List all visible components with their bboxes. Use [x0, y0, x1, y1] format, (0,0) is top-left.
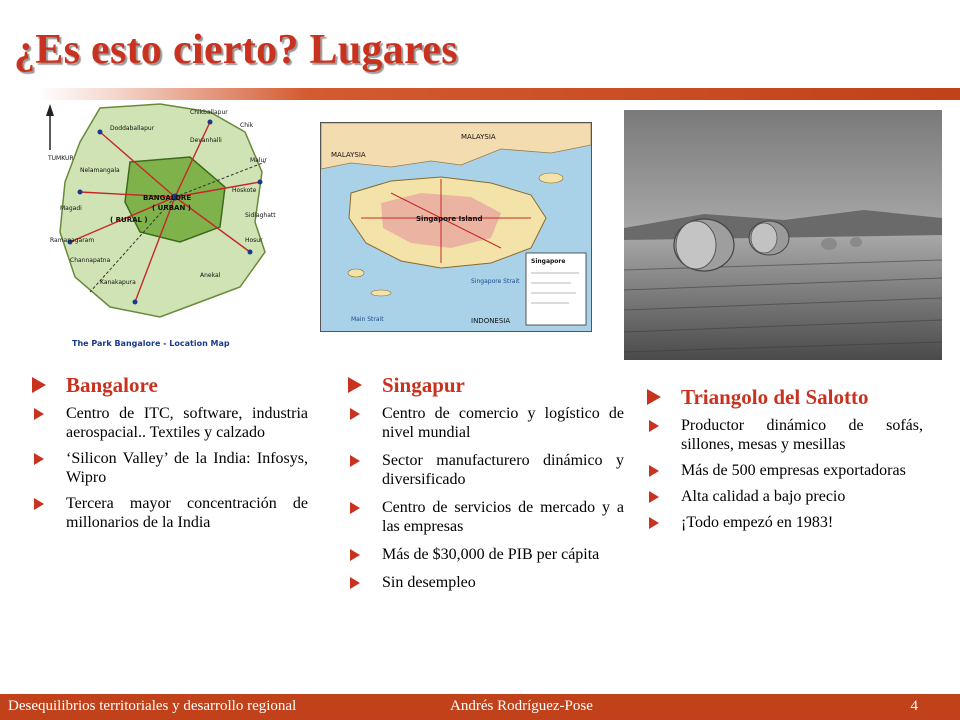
- bullet-arrow-icon: [649, 517, 659, 529]
- heading-text: Triangolo del Salotto: [681, 385, 869, 409]
- list-item: [645, 487, 923, 506]
- label-malaysia-left: MALAYSIA: [331, 151, 366, 159]
- bullet-arrow-icon: [350, 502, 360, 514]
- list-item: [645, 461, 923, 480]
- map-label-anekal: Anekal: [200, 272, 221, 279]
- inset-title: Singapore: [531, 258, 566, 265]
- list-item: [30, 404, 308, 442]
- bullet-arrow-icon: [649, 491, 659, 503]
- list-item-text: Sector manufacturero dinámico y diversificado: [382, 452, 624, 488]
- label-malaysia-top: MALAYSIA: [461, 133, 496, 141]
- heading-text: Bangalore: [66, 373, 158, 397]
- map-label-tumkur: TUMKUR: [48, 155, 74, 162]
- list-item: [30, 449, 308, 487]
- slide-footer: [0, 694, 960, 720]
- list-item-text: Más de 500 empresas exportadoras: [681, 462, 906, 479]
- bullet-arrow-icon: [34, 408, 44, 420]
- map-label-kanakapura: Kanakapura: [100, 279, 136, 286]
- bullet-arrow-icon: [350, 549, 360, 561]
- slide-title: ¿Es esto cierto? Lugares: [14, 27, 458, 73]
- list-item-text: ‘Silicon Valley’ de la India: Infosys, Wipro: [66, 450, 308, 486]
- map-label-devanhalli: Devanhalli: [190, 137, 222, 144]
- map-label-bangalore: BANGALORE: [143, 194, 192, 202]
- heading-triangolo: [645, 384, 923, 410]
- list-item: [346, 404, 624, 442]
- map-label-chik: Chikballapur: [190, 109, 228, 116]
- list-item: [346, 451, 624, 489]
- list-item: [645, 416, 923, 454]
- list-item: [645, 513, 923, 532]
- map-label-urban: ( URBAN ): [152, 204, 191, 212]
- map-label-hosur: Hosur: [245, 237, 263, 244]
- label-singapore-strait: Singapore Strait: [471, 278, 520, 285]
- column-singapur: [346, 372, 624, 601]
- list-item-text: Tercera mayor concentración de millonarios de la India: [66, 495, 308, 531]
- map-label-magadi: Magadi: [60, 205, 82, 212]
- footer-page-number: 4: [910, 698, 918, 714]
- list-item-text: ¡Todo empezó en 1983!: [681, 514, 834, 531]
- bullet-arrow-icon: [649, 465, 659, 477]
- footer-author: Andrés Rodríguez-Pose: [450, 698, 593, 714]
- map-label-rural: ( RURAL ): [110, 216, 148, 224]
- bullet-arrow-icon: [348, 377, 362, 393]
- footer-course-title: Desequilibrios territoriales y desarrollo regional: [8, 698, 297, 714]
- bangalore-location-map: [40, 102, 280, 352]
- list-item-text: Sin desempleo: [382, 574, 476, 591]
- title-underline-bar: [0, 88, 960, 100]
- column-triangolo: [645, 384, 923, 539]
- map-label-ramanagaram: Ramanagaram: [50, 237, 95, 244]
- list-item: [346, 498, 624, 536]
- map-label-hoskote: Hoskote: [232, 187, 257, 194]
- list-item-text: Más de $30,000 de PIB per cápita: [382, 546, 600, 563]
- map-label-channapatna: Channapatna: [70, 257, 111, 264]
- heading-singapur: [346, 372, 624, 398]
- map-label-malur: Sidlaghatt: [245, 212, 276, 219]
- bullet-arrow-icon: [34, 453, 44, 465]
- map-caption: The Park Bangalore - Location Map: [72, 339, 230, 348]
- bullet-arrow-icon: [350, 577, 360, 589]
- list-item-text: Centro de servicios de mercado y a las empresas: [382, 499, 624, 535]
- list-item-text: Productor dinámico de sofás, sillones, mesas y mesillas: [681, 417, 923, 453]
- heading-text: Singapur: [382, 373, 465, 397]
- map-label-sidlaghatt: Chik: [240, 122, 254, 129]
- heading-bangalore: [30, 372, 308, 398]
- bullet-arrow-icon: [350, 408, 360, 420]
- list-item-text: Centro de ITC, software, industria aerospacial.. Textiles y calzado: [66, 405, 308, 441]
- bullet-arrow-icon: [647, 389, 661, 405]
- list-item: [346, 545, 624, 564]
- map-label-nelamangala: Nelamangala: [80, 167, 120, 174]
- field-hay-bales-photo: [624, 110, 942, 360]
- list-item: [30, 494, 308, 532]
- bullet-arrow-icon: [649, 420, 659, 432]
- label-singapore-island: Singapore Island: [416, 215, 483, 223]
- map-label-kolar: Malur: [250, 157, 267, 164]
- list-item-text: Centro de comercio y logístico de nivel mundial: [382, 405, 624, 441]
- bullet-arrow-icon: [32, 377, 46, 393]
- map-label-doddaballapur: Doddaballapur: [110, 125, 155, 132]
- list-item-text: Alta calidad a bajo precio: [681, 488, 846, 505]
- label-indonesia: INDONESIA: [471, 317, 511, 325]
- bullet-arrow-icon: [34, 498, 44, 510]
- singapore-map: [320, 122, 592, 332]
- list-item: [346, 573, 624, 592]
- bullet-arrow-icon: [350, 455, 360, 467]
- label-main-strait: Main Strait: [351, 316, 384, 323]
- column-bangalore: [30, 372, 308, 539]
